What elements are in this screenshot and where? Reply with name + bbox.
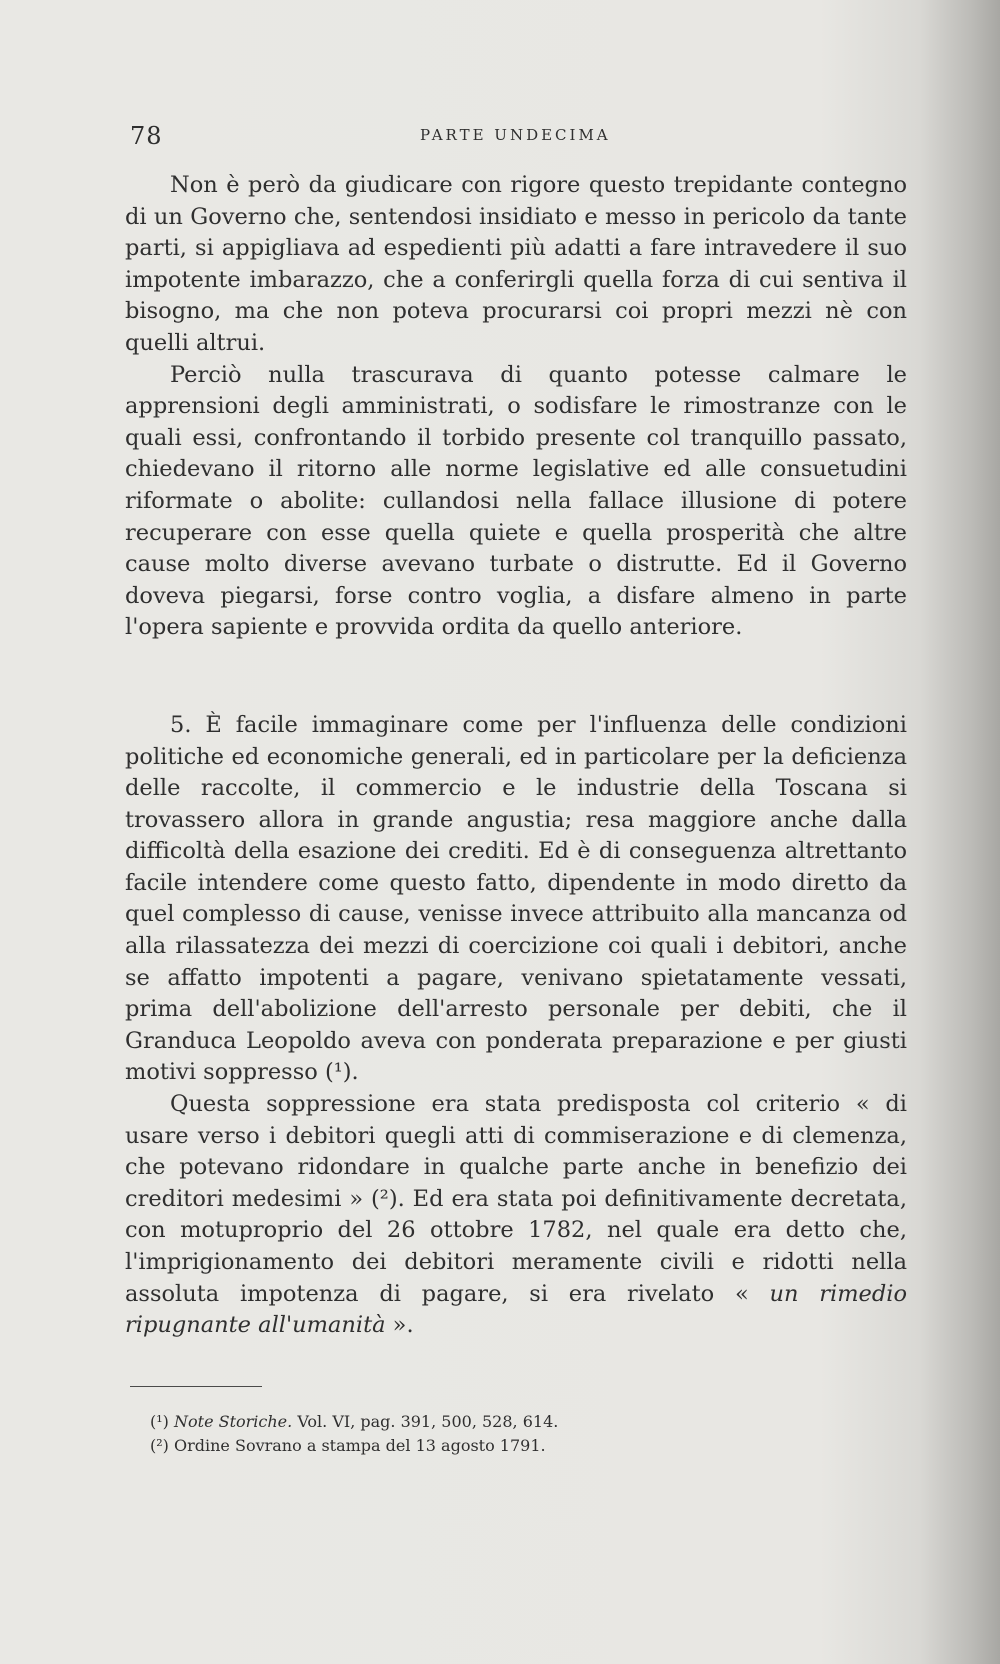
- running-title: PARTE UNDECIMA: [420, 126, 611, 144]
- footnote-2: [150, 1434, 870, 1458]
- footnotes: [150, 1410, 870, 1458]
- footnote-2-marker: (²): [150, 1436, 169, 1455]
- paragraph-4-quote: un rimedio ripugnante all'umanità: [125, 1280, 907, 1339]
- paragraph-2: Perciò nulla trascurava di quanto potesse calmare le apprensioni degli amministrati, o sodisfare le rimostranze con le quali essi, confrontando il torbido presente col tranquillo passato, chiedevano il ritorno alle norme legislative ed alle consuetudini riformate o abolite: cullandosi nella fallace illusione di potere recuperare con esse quella quiete e quella prosperità che altre cause molto diverse avevano turbate o distrutte. Ed il Governo doveva piegarsi, forse contro voglia, a disfare almeno in parte l'opera sapiente e provvida ordita da quello anteriore.: [125, 361, 907, 641]
- footnote-1-source: Note Storiche.: [174, 1412, 293, 1431]
- paragraph-4-text: Questa soppressione era stata predisposta col criterio « di usare verso i debitori quegli atti di commiserazione e di clemenza, che potevano ridondare in qualche parte anche in benefizio dei creditori medesimi » (²). Ed era stata poi definitivamente decretata, con motuproprio del 26 ottobre 1782, nel quale era detto che, l'imprigionamento dei debitori meramente civili e ridotti nella assoluta impotenza di pagare, si era rivelato «: [125, 1091, 907, 1307]
- footnote-1-marker: (¹): [150, 1412, 169, 1431]
- paragraph-4: [125, 1089, 907, 1342]
- footnote-1-text: Vol. VI, pag. 391, 500, 528, 614.: [292, 1412, 559, 1431]
- paragraph-4-end: ».: [385, 1312, 414, 1339]
- page-header: [130, 122, 910, 156]
- footnote-2-text: Ordine Sovrano a stampa del 13 agosto 1791.: [174, 1436, 546, 1455]
- body-text: [125, 170, 907, 1342]
- section-gap: [125, 644, 907, 710]
- footnote-divider: [130, 1386, 262, 1387]
- paragraph-section-5: 5. È facile immaginare come per l'influenza delle condizioni politiche ed economiche generali, ed in particolare per la deficienza delle raccolte, il commercio e le industrie della Toscana si trovassero allora in grande angustia; resa maggiore anche dalla difficoltà della esazione dei crediti. Ed è di conseguenza altrettanto facile intendere come questo fatto, dipendente in modo diretto da quel complesso di cause, venisse invece attribuito alla mancanza od alla rilassatezza dei mezzi di coercizione coi quali i debitori, anche se affatto impotenti a pagare, venivano spietatamente vessati, prima dell'abolizione dell'arresto personale per debiti, che il Granduca Leopoldo aveva con ponderata preparazione e per giusti motivi soppresso (¹).: [125, 711, 907, 1086]
- footnote-1: [150, 1410, 870, 1434]
- page-number: 78: [130, 122, 163, 150]
- paragraph-1: Non è però da giudicare con rigore questo trepidante contegno di un Governo che, sentendosi insidiato e messo in pericolo da tante parti, si appigliava ad espedienti più adatti a fare intravedere il suo impotente imbarazzo, che a conferirgli quella forza di cui sentiva il bisogno, ma che non poteva procurarsi coi propri mezzi nè con quelli altrui.: [125, 172, 907, 356]
